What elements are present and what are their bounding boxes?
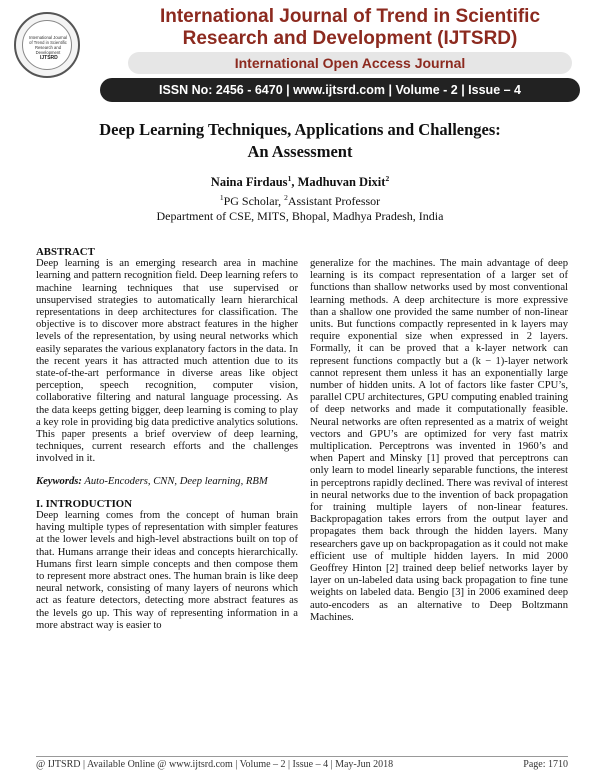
issn-bar: ISSN No: 2456 - 6470 | www.ijtsrd.com | Volume - 2 | Issue – 4 [100, 78, 580, 102]
author-roles [40, 190, 560, 209]
author-2: , Madhuvan Dixit [291, 175, 386, 190]
journal-header [0, 0, 600, 108]
author-1-sup: 1 [287, 174, 292, 183]
paper-title [40, 119, 560, 163]
keywords [36, 476, 298, 488]
role-1: PG Scholar, [223, 194, 285, 209]
page-footer [36, 756, 568, 770]
keywords-label: Keywords: [36, 475, 82, 487]
role-2: Assistant Professor [287, 194, 381, 209]
logo-center-text: IJTSRD [40, 55, 58, 61]
author-1: Naina Firdaus [210, 175, 288, 190]
author-2-sup: 2 [385, 174, 390, 183]
footer-page: Page: 1710 [523, 759, 568, 770]
department: Department of CSE, MITS, Bhopal, Madhya Pradesh, India [156, 209, 444, 224]
intro-text: Deep learning comes from the concept of human brain having multiple types of representation with simpler features at the lower levels and high-level abstractions built on top of that. Humans arrange their ideas and concepts hierarchically. Humans first learn simple concepts and then compose them to represent more abstract ones. The human brain is like deep neural network, consisting of many layers of neurons which act as feature detectors, detecting more abstract features as the levels go up. This way of representing information in a more abstract way is easier to [36, 510, 298, 631]
right-column [310, 258, 568, 624]
logo-text: International Journal of Trend in Scientific Research and Development [29, 35, 67, 55]
keywords-list: Auto-Encoders, CNN, Deep learning, RBM [81, 475, 268, 487]
journal-logo [14, 12, 80, 78]
right-column-text: generalize for the machines. The main advantage of deep learning is its compact representation of a larger set of functions than shallow networks used by most conventional learning methods. A deep architecture is more expressive than a shallow one provided the same number of non-linear units. But functions compactly represented in k layers may require exponential size when expressed in 2 layers. Formally, it can be proved that a k-layer network can represent functions compactly but a (k − 1)-layer network cannot represent them unless it has an exponentially large number of hidden units. A lot of factors like faster CPU’s, parallel CPU architectures, GPU computing enabled training of deep networks and made it computationally feasible. Neural networks are often represented as a matrix of weight vectors and GPU’s are optimized for very fast matrix multiplication. Perceptrons was invented in 1960’s and when Papert and Minsky [1] proved that perceptrons can only learn to model linearly separable functions, the interest in perceptrons rapidly declined. There was revival of interest in neural networks due to the invention of back propagation for training multiple layers of non-linear features. Backpropagation takes errors from the output layer and propagates them back through the hidden layers. Many researchers gave up on backpropagation as it could not make efficient use of multiple hidden layers. In mid 2000 Geoffrey Hinton [2] trained deep belief networks layer by layer on un-labeled data using back propagation to fine tune weights on labeled data. Bengio [3] in 2006 examined deep auto-encoders as an alternative to Deep Boltzmann Machines. [310, 258, 568, 623]
author-block [40, 171, 560, 224]
journal-title [130, 6, 570, 50]
paper-title-line2: An Assessment [247, 142, 353, 161]
left-column [36, 246, 298, 632]
footer-left: @ IJTSRD | Available Online @ www.ijtsrd.com | Volume – 2 | Issue – 4 | May-Jun 2018 [36, 759, 394, 770]
journal-title-line2: Research and Development (IJTSRD) [182, 28, 518, 49]
abstract-heading: ABSTRACT [36, 246, 95, 258]
logo-seal [22, 20, 72, 70]
author-names [40, 171, 560, 190]
role-1-sup: 1 [219, 193, 224, 203]
intro-heading: I. INTRODUCTION [36, 497, 132, 510]
role-2-sup: 2 [284, 193, 288, 203]
open-access-banner: International Open Access Journal [128, 52, 572, 74]
paper-title-line1: Deep Learning Techniques, Applications and Challenges: [99, 120, 501, 139]
journal-title-line1: International Journal of Trend in Scientific [159, 6, 541, 27]
abstract-text: Deep learning is an emerging research area in machine learning and pattern recognition field. Deep learning refers to machine learning techniques that use supervised or unsupervised strategies to automatically learn hierarchical representations in deep architectures for classification. The objective is to discover more abstract features in the higher levels of the representation, by using neural networks which easily separates the various explanatory factors in the data. In the recent years it has attracted much attention due to its state-of-the-art performance in diverse areas like object perception, speech recognition, computer vision, collaborative filtering and natural language processing. As the data keeps getting bigger, deep learning is coming to play a key role in providing big data predictive analytics solutions. This paper presents a brief overview of deep learning, techniques, current research efforts and the challenges involved in it. [36, 258, 298, 465]
section-gap [36, 488, 298, 498]
